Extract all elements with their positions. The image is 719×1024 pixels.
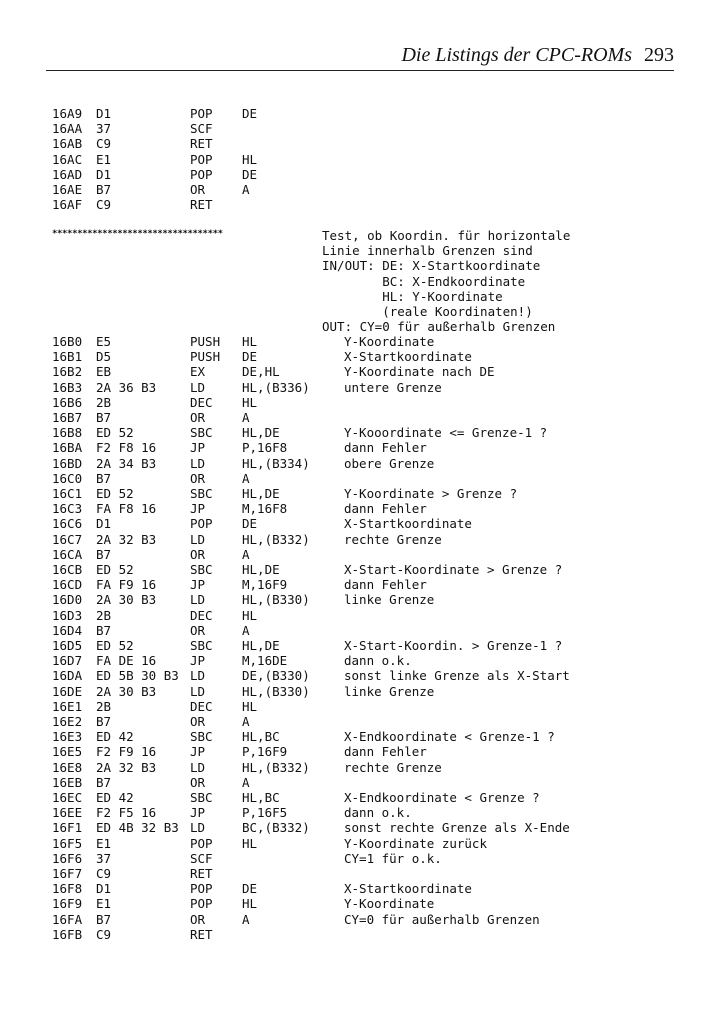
comment: X-Start-Koordin. > Grenze-1 ? <box>344 638 563 653</box>
address: 16CD <box>52 577 83 593</box>
opcode-bytes: C9 <box>96 926 112 942</box>
opcode-bytes: C9 <box>96 866 112 881</box>
listing-row <box>0 349 719 364</box>
mnemonic: POP <box>190 516 213 532</box>
address: 16F8 <box>52 881 83 897</box>
opcode-bytes: ED 42 <box>96 729 134 745</box>
listing-row <box>0 684 719 699</box>
address: 16C6 <box>52 516 83 532</box>
listing-row <box>0 912 719 927</box>
operand: DE,(B330) <box>242 668 310 684</box>
opcode-bytes: ED 52 <box>96 562 134 577</box>
listing-row <box>0 547 719 562</box>
address: 16B3 <box>52 379 83 395</box>
mnemonic: RET <box>190 136 213 152</box>
listing-row <box>0 775 719 790</box>
address: 16E3 <box>52 729 83 745</box>
address: 16AF <box>52 197 83 213</box>
listing-row <box>0 364 719 379</box>
comment: X-Startkoordinate <box>344 516 472 532</box>
address: 16DE <box>52 683 83 699</box>
opcode-bytes: FA F8 16 <box>96 501 157 517</box>
opcode-bytes: ED 52 <box>96 425 134 441</box>
listing-row <box>0 182 719 197</box>
mnemonic: OR <box>190 774 206 790</box>
opcode-bytes: D5 <box>96 349 112 365</box>
opcode-bytes: E5 <box>96 334 112 349</box>
mnemonic: SBC <box>190 486 213 501</box>
comment: obere Grenze <box>344 455 435 471</box>
mnemonic: RET <box>190 926 213 942</box>
operand: A <box>242 774 250 790</box>
opcode-bytes: ED 52 <box>96 638 134 653</box>
opcode-bytes: B7 <box>96 622 112 638</box>
opcode-bytes: 2A 30 B3 <box>96 683 157 699</box>
comment: dann Fehler <box>344 577 427 593</box>
address: 16B2 <box>52 364 83 380</box>
listing-row <box>0 729 719 744</box>
opcode-bytes: 2A 36 B3 <box>96 379 157 395</box>
address: 16C3 <box>52 501 83 517</box>
mnemonic: POP <box>190 166 213 182</box>
address: 16F7 <box>52 866 83 881</box>
comment: sonst linke Grenze als X-Start <box>344 668 570 684</box>
opcode-bytes: B7 <box>96 714 112 729</box>
running-title: Die Listings der CPC-ROMs <box>401 44 632 66</box>
opcode-bytes: 2B <box>96 394 112 410</box>
listing-row <box>0 790 719 805</box>
listing-row <box>0 440 719 455</box>
operand: HL,(B336) <box>242 379 310 395</box>
operand: HL <box>242 151 258 167</box>
mnemonic: LD <box>190 820 206 836</box>
comment: X-Endkoordinate < Grenze-1 ? <box>344 729 555 745</box>
operand: A <box>242 182 250 197</box>
description-line: (reale Koordinaten!) <box>322 304 533 319</box>
listing-row <box>0 851 719 866</box>
comment: linke Grenze <box>344 683 435 699</box>
address: 16AB <box>52 136 83 152</box>
opcode-bytes: D1 <box>96 516 112 532</box>
listing-row <box>0 136 719 151</box>
address: 16FB <box>52 926 83 942</box>
address: 16D5 <box>52 638 83 653</box>
opcode-bytes: FA DE 16 <box>96 653 157 669</box>
listing-row <box>0 486 719 501</box>
operand: HL <box>242 698 258 714</box>
listing-row <box>0 106 719 121</box>
operand: A <box>242 410 250 425</box>
address: 16CA <box>52 546 83 562</box>
listing-row <box>0 380 719 395</box>
operand: HL,DE <box>242 562 280 577</box>
operand: P,16F9 <box>242 744 288 760</box>
comment: linke Grenze <box>344 592 435 608</box>
address: 16CB <box>52 562 83 577</box>
opcode-bytes: 2A 32 B3 <box>96 759 157 775</box>
mnemonic: OR <box>190 911 206 927</box>
comment: Y-Koordinate nach DE <box>344 364 495 380</box>
comment: X-Endkoordinate < Grenze ? <box>344 790 540 805</box>
opcode-bytes: ED 4B 32 B3 <box>96 820 179 836</box>
opcode-bytes: ED 42 <box>96 790 134 805</box>
operand: HL,DE <box>242 638 280 653</box>
opcode-bytes: D1 <box>96 166 112 182</box>
operand: DE,HL <box>242 364 280 380</box>
opcode-bytes: F2 F8 16 <box>96 440 157 456</box>
mnemonic: OR <box>190 410 206 425</box>
address: 16EC <box>52 790 83 805</box>
mnemonic: DEC <box>190 394 213 410</box>
listing-row <box>0 699 719 714</box>
description-line: Linie innerhalb Grenzen sind <box>322 243 533 259</box>
mnemonic: OR <box>190 714 206 729</box>
mnemonic: LD <box>190 759 206 775</box>
address: 16F1 <box>52 820 83 836</box>
opcode-bytes: 37 <box>96 121 112 137</box>
listing-row <box>0 927 719 942</box>
address: 16E1 <box>52 698 83 714</box>
listing-row <box>0 197 719 212</box>
operand: HL,(B332) <box>242 759 310 775</box>
address: 16D3 <box>52 607 83 623</box>
listing-row <box>0 714 719 729</box>
listing-row <box>0 623 719 638</box>
comment: untere Grenze <box>344 379 442 395</box>
comment: dann Fehler <box>344 744 427 760</box>
comment: CY=0 für außerhalb Grenzen <box>344 911 540 927</box>
listing-row <box>0 638 719 653</box>
mnemonic: DEC <box>190 698 213 714</box>
listing-row <box>0 395 719 410</box>
mnemonic: JP <box>190 744 206 760</box>
mnemonic: DEC <box>190 607 213 623</box>
address: 16EE <box>52 805 83 821</box>
listing-row <box>0 608 719 623</box>
listing-row <box>0 471 719 486</box>
listing-row <box>0 516 719 531</box>
address: 16AE <box>52 182 83 197</box>
address: 16C0 <box>52 470 83 486</box>
address: 16F5 <box>52 835 83 851</box>
opcode-bytes: D1 <box>96 881 112 897</box>
opcode-bytes: 2B <box>96 607 112 623</box>
operand: HL,DE <box>242 486 280 501</box>
opcode-bytes: D1 <box>96 106 112 121</box>
operand: HL,DE <box>242 425 280 441</box>
mnemonic: EX <box>190 364 206 380</box>
mnemonic: RET <box>190 197 213 213</box>
address: 16F6 <box>52 850 83 866</box>
address: 16D0 <box>52 592 83 608</box>
mnemonic: POP <box>190 151 213 167</box>
mnemonic: POP <box>190 106 213 121</box>
operand: A <box>242 546 250 562</box>
address: 16FA <box>52 911 83 927</box>
address: 16D7 <box>52 653 83 669</box>
listing-row <box>0 744 719 759</box>
description-line: BC: X-Endkoordinate <box>322 273 526 289</box>
operand: M,16DE <box>242 653 288 669</box>
address: 16C7 <box>52 531 83 547</box>
listing-row <box>0 501 719 516</box>
comment: CY=1 für o.k. <box>344 850 442 866</box>
mnemonic: LD <box>190 379 206 395</box>
listing-row <box>0 456 719 471</box>
listing-row <box>0 896 719 911</box>
mnemonic: PUSH <box>190 334 221 349</box>
comment: Y-Koordinate zurück <box>344 835 487 851</box>
opcode-bytes: EB <box>96 364 112 380</box>
operand: A <box>242 622 250 638</box>
listing-row <box>0 577 719 592</box>
operand: HL,(B330) <box>242 592 310 608</box>
address: 16BD <box>52 455 83 471</box>
description-line: Test, ob Koordin. für horizontale <box>322 228 571 243</box>
listing-row <box>0 152 719 167</box>
mnemonic: OR <box>190 546 206 562</box>
opcode-bytes: 2A 32 B3 <box>96 531 157 547</box>
address: 16A9 <box>52 106 83 121</box>
opcode-bytes: F2 F5 16 <box>96 805 157 821</box>
opcode-bytes: B7 <box>96 410 112 425</box>
description-line: IN/OUT: DE: X-Startkoordinate <box>322 258 541 274</box>
mnemonic: OR <box>190 622 206 638</box>
address: 16B6 <box>52 394 83 410</box>
mnemonic: SBC <box>190 729 213 745</box>
page-number: 293 <box>644 44 674 66</box>
comment: Y-Kooordinate <= Grenze-1 ? <box>344 425 548 441</box>
address: 16E2 <box>52 714 83 729</box>
mnemonic: JP <box>190 501 206 517</box>
address: 16BA <box>52 440 83 456</box>
separator-line: ********************************** <box>52 229 223 239</box>
comment: rechte Grenze <box>344 531 442 547</box>
address: 16AA <box>52 121 83 137</box>
operand: DE <box>242 881 258 897</box>
listing-row <box>0 410 719 425</box>
opcode-bytes: 2A 34 B3 <box>96 455 157 471</box>
address: 16B1 <box>52 349 83 365</box>
comment: sonst rechte Grenze als X-Ende <box>344 820 570 836</box>
operand: BC,(B332) <box>242 820 310 836</box>
address: 16EB <box>52 774 83 790</box>
mnemonic: JP <box>190 653 206 669</box>
mnemonic: LD <box>190 455 206 471</box>
listing-row <box>0 820 719 835</box>
mnemonic: LD <box>190 531 206 547</box>
mnemonic: LD <box>190 668 206 684</box>
listing-row <box>0 668 719 683</box>
comment: Y-Koordinate <box>344 334 435 349</box>
listing-row <box>0 760 719 775</box>
operand: HL,BC <box>242 790 280 805</box>
address: 16E8 <box>52 759 83 775</box>
operand: HL,(B332) <box>242 531 310 547</box>
operand: DE <box>242 106 258 121</box>
comment: Y-Koordinate > Grenze ? <box>344 486 518 501</box>
opcode-bytes: B7 <box>96 911 112 927</box>
operand: DE <box>242 349 258 365</box>
mnemonic: JP <box>190 440 206 456</box>
mnemonic: PUSH <box>190 349 221 365</box>
operand: HL <box>242 394 258 410</box>
opcode-bytes: E1 <box>96 151 112 167</box>
operand: DE <box>242 166 258 182</box>
mnemonic: SBC <box>190 425 213 441</box>
comment: X-Startkoordinate <box>344 881 472 897</box>
mnemonic: SBC <box>190 562 213 577</box>
listing-row <box>0 167 719 182</box>
listing-row <box>0 866 719 881</box>
comment: dann o.k. <box>344 653 412 669</box>
address: 16B0 <box>52 334 83 349</box>
mnemonic: SBC <box>190 638 213 653</box>
listing-row <box>0 425 719 440</box>
operand: P,16F5 <box>242 805 288 821</box>
listing-row <box>0 121 719 136</box>
listing-row <box>0 334 719 349</box>
mnemonic: SBC <box>190 790 213 805</box>
mnemonic: POP <box>190 881 213 897</box>
mnemonic: JP <box>190 805 206 821</box>
mnemonic: POP <box>190 835 213 851</box>
mnemonic: LD <box>190 683 206 699</box>
address: 16B7 <box>52 410 83 425</box>
opcode-bytes: B7 <box>96 470 112 486</box>
comment: dann Fehler <box>344 501 427 517</box>
mnemonic: SCF <box>190 850 213 866</box>
address: 16DA <box>52 668 83 684</box>
description-line: HL: Y-Koordinate <box>322 288 503 304</box>
operand: HL <box>242 835 258 851</box>
listing-row <box>0 592 719 607</box>
address: 16AC <box>52 151 83 167</box>
operand: HL,(B330) <box>242 683 310 699</box>
opcode-bytes: C9 <box>96 197 112 213</box>
comment: Y-Koordinate <box>344 896 435 912</box>
opcode-bytes: ED 5B 30 B3 <box>96 668 179 684</box>
mnemonic: RET <box>190 866 213 881</box>
address: 16C1 <box>52 486 83 501</box>
mnemonic: OR <box>190 182 206 197</box>
opcode-bytes: 37 <box>96 850 112 866</box>
opcode-bytes: B7 <box>96 546 112 562</box>
operand: A <box>242 470 250 486</box>
comment: rechte Grenze <box>344 759 442 775</box>
mnemonic: SCF <box>190 121 213 137</box>
operand: HL <box>242 896 258 912</box>
opcode-bytes: F2 F9 16 <box>96 744 157 760</box>
listing-row <box>0 532 719 547</box>
listing-row <box>0 805 719 820</box>
operand: A <box>242 911 250 927</box>
opcode-bytes: E1 <box>96 896 112 912</box>
operand: A <box>242 714 250 729</box>
address: 16AD <box>52 166 83 182</box>
address: 16E5 <box>52 744 83 760</box>
mnemonic: OR <box>190 470 206 486</box>
listing-row <box>0 562 719 577</box>
mnemonic: POP <box>190 896 213 912</box>
opcode-bytes: FA F9 16 <box>96 577 157 593</box>
listing-row <box>0 881 719 896</box>
operand: M,16F9 <box>242 577 288 593</box>
opcode-bytes: ED 52 <box>96 486 134 501</box>
operand: HL <box>242 607 258 623</box>
operand: HL <box>242 334 258 349</box>
mnemonic: JP <box>190 577 206 593</box>
address: 16D4 <box>52 622 83 638</box>
operand: P,16F8 <box>242 440 288 456</box>
listing-row <box>0 836 719 851</box>
operand: HL,BC <box>242 729 280 745</box>
description-line: OUT: CY=0 für außerhalb Grenzen <box>322 319 556 335</box>
opcode-bytes: E1 <box>96 835 112 851</box>
comment: dann Fehler <box>344 440 427 456</box>
mnemonic: LD <box>190 592 206 608</box>
opcode-bytes: 2B <box>96 698 112 714</box>
operand: HL,(B334) <box>242 455 310 471</box>
comment: dann o.k. <box>344 805 412 821</box>
listing-row <box>0 653 719 668</box>
operand: DE <box>242 516 258 532</box>
address: 16F9 <box>52 896 83 912</box>
comment: X-Startkoordinate <box>344 349 472 365</box>
opcode-bytes: 2A 30 B3 <box>96 592 157 608</box>
opcode-bytes: B7 <box>96 774 112 790</box>
comment: X-Start-Koordinate > Grenze ? <box>344 562 563 577</box>
opcode-bytes: C9 <box>96 136 112 152</box>
address: 16B8 <box>52 425 83 441</box>
opcode-bytes: B7 <box>96 182 112 197</box>
operand: M,16F8 <box>242 501 288 517</box>
